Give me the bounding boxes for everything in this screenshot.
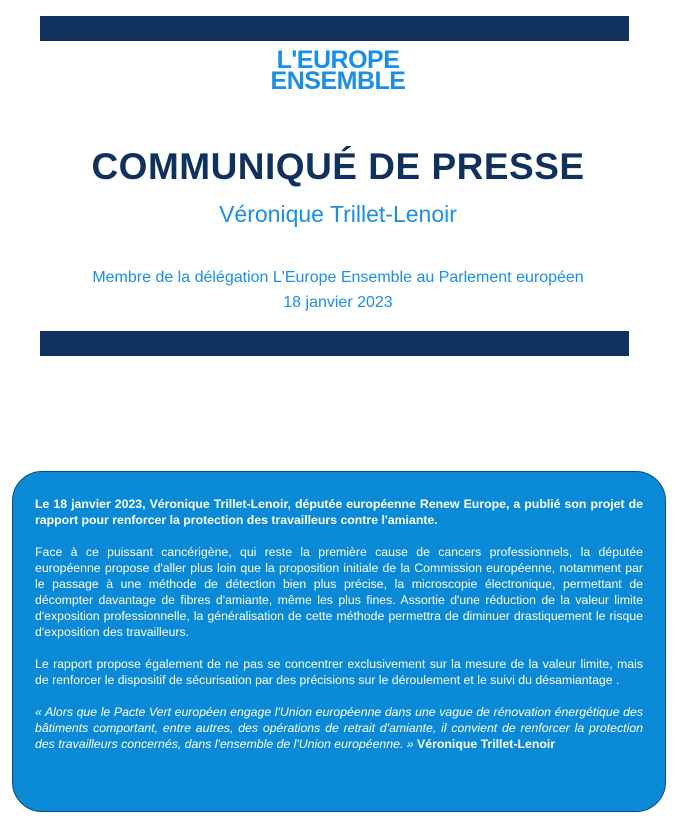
release-date: 18 janvier 2023	[283, 294, 393, 311]
header-bottom-bar	[40, 331, 629, 356]
membership-role: Membre de la délégation L'Europe Ensemble au Parlement européen	[92, 269, 584, 286]
header-top-bar	[40, 16, 629, 41]
body-paragraph-2: Le rapport propose également de ne pas se concentrer exclusivement sur la mesure de la valeur limite, mais de renforcer le dispositif de sécurisation par des précisions sur le déroulement et le suivi du désamiantage .	[35, 657, 643, 687]
membership-block	[0, 265, 676, 315]
press-release-body	[12, 471, 666, 812]
author-name: Véronique Trillet-Lenoir	[219, 201, 457, 227]
l-europe-ensemble-logo	[0, 46, 676, 95]
logo-line-1: L'EUROPE	[276, 46, 400, 74]
lead-paragraph: Le 18 janvier 2023, Véronique Trillet-Lenoir, députée européenne Renew Europe, a publié son projet de rapport pour renforcer la protection des travailleurs contre l'amiante.	[35, 497, 643, 527]
quote-text: « Alors que le Pacte Vert européen engage l'Union européenne dans une vague de rénovation énergétique des bâtiments comportant, entre autres, des opérations de retrait d'amiante, il convient de renforcer la protection des travailleurs concernés, dans l'ensemble de l'Union européenne. »	[35, 705, 643, 751]
logo-line-2: ENSEMBLE	[270, 67, 406, 95]
quote-paragraph	[35, 704, 643, 752]
body-paragraph-1: Face à ce puissant cancérigène, qui reste la première cause de cancers professionnels, la députée européenne propose d'aller plus loin que la proposition initiale de la Commission européenne, notamment par le passage à une méthode de détection bien plus précise, la microscopie électronique, permettant de décompter davantage de fibres d'amiante, même les plus fines. Assortie d'une réduction de la valeur limite d'exposition professionnelle, la généralisation de cette méthode permettra de diminuer drastiquement le risque d'exposition des travailleurs.	[35, 545, 643, 639]
quote-author: Véronique Trillet-Lenoir	[417, 737, 556, 751]
page-title: COMMUNIQUÉ DE PRESSE	[91, 146, 585, 187]
